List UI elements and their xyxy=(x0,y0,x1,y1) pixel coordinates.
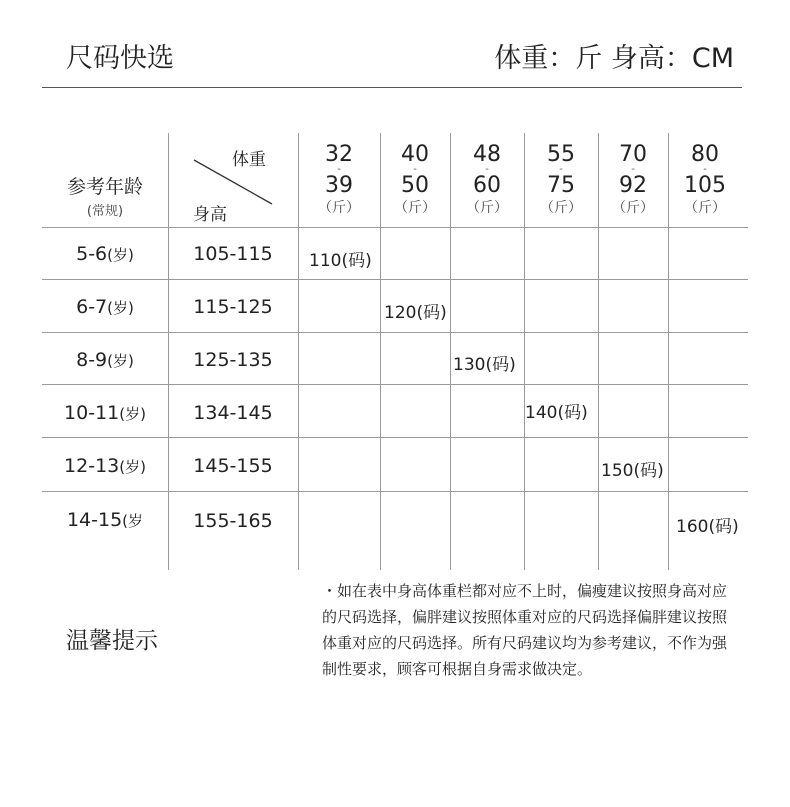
table-row-age: 12-13(岁) xyxy=(64,455,146,477)
tips-text: ・如在表中身高体重栏都对应不上时，偏瘦建议按照身高对应的尺码选择，偏胖建议按照体重对应的尺码选择偏胖建议按照体重对应的尺码选择。所有尺码建议均为参考建议，不作为强制性要求，顾客可根据自身需求做决定。 xyxy=(322,582,728,678)
weight-col-header: 40 - 50 （斤） xyxy=(394,142,436,216)
weight-col-header: 80 - 105 （斤） xyxy=(684,142,726,216)
table-row-age: 10-11(岁) xyxy=(64,402,146,424)
table-row-height: 125-135 xyxy=(193,349,273,371)
weight-col-header: 48 - 60 （斤） xyxy=(466,142,508,216)
table-row-size: 110(码) xyxy=(309,251,372,271)
weight-axis-label: 体重 xyxy=(232,150,266,170)
height-axis-label: 身高 xyxy=(193,205,227,225)
table-row-size: 140(码) xyxy=(525,403,588,423)
table-row-size: 160(码) xyxy=(676,517,739,537)
table-row-height: 134-145 xyxy=(193,402,273,424)
table-row-height: 155-165 xyxy=(193,510,273,532)
page-title: 尺码快选 xyxy=(66,43,174,74)
table-row-age: 8-9(岁) xyxy=(76,349,134,371)
table-row-height: 145-155 xyxy=(193,455,273,477)
tips-title: 温馨提示 xyxy=(66,628,158,654)
age-header: 参考年龄 xyxy=(66,176,143,198)
table-row-height: 105-115 xyxy=(193,243,273,265)
table-row-size: 150(码) xyxy=(601,461,664,481)
table-row-age: 6-7(岁) xyxy=(76,296,134,318)
table-row-size: 120(码) xyxy=(384,303,447,323)
table-row-age: 14-15(岁 xyxy=(66,509,144,531)
weight-col-header: 32 - 39 （斤） xyxy=(318,142,360,216)
table-row-size: 130(码) xyxy=(453,355,516,375)
table-row-height: 115-125 xyxy=(193,296,273,318)
weight-col-header: 70 - 92 （斤） xyxy=(612,142,654,216)
units-label: 体重：斤 身高：CM xyxy=(494,43,734,74)
weight-col-header: 55 - 75 （斤） xyxy=(540,142,582,216)
age-header-sub: (常规) xyxy=(86,204,124,219)
table-row-age: 5-6(岁) xyxy=(76,243,134,265)
